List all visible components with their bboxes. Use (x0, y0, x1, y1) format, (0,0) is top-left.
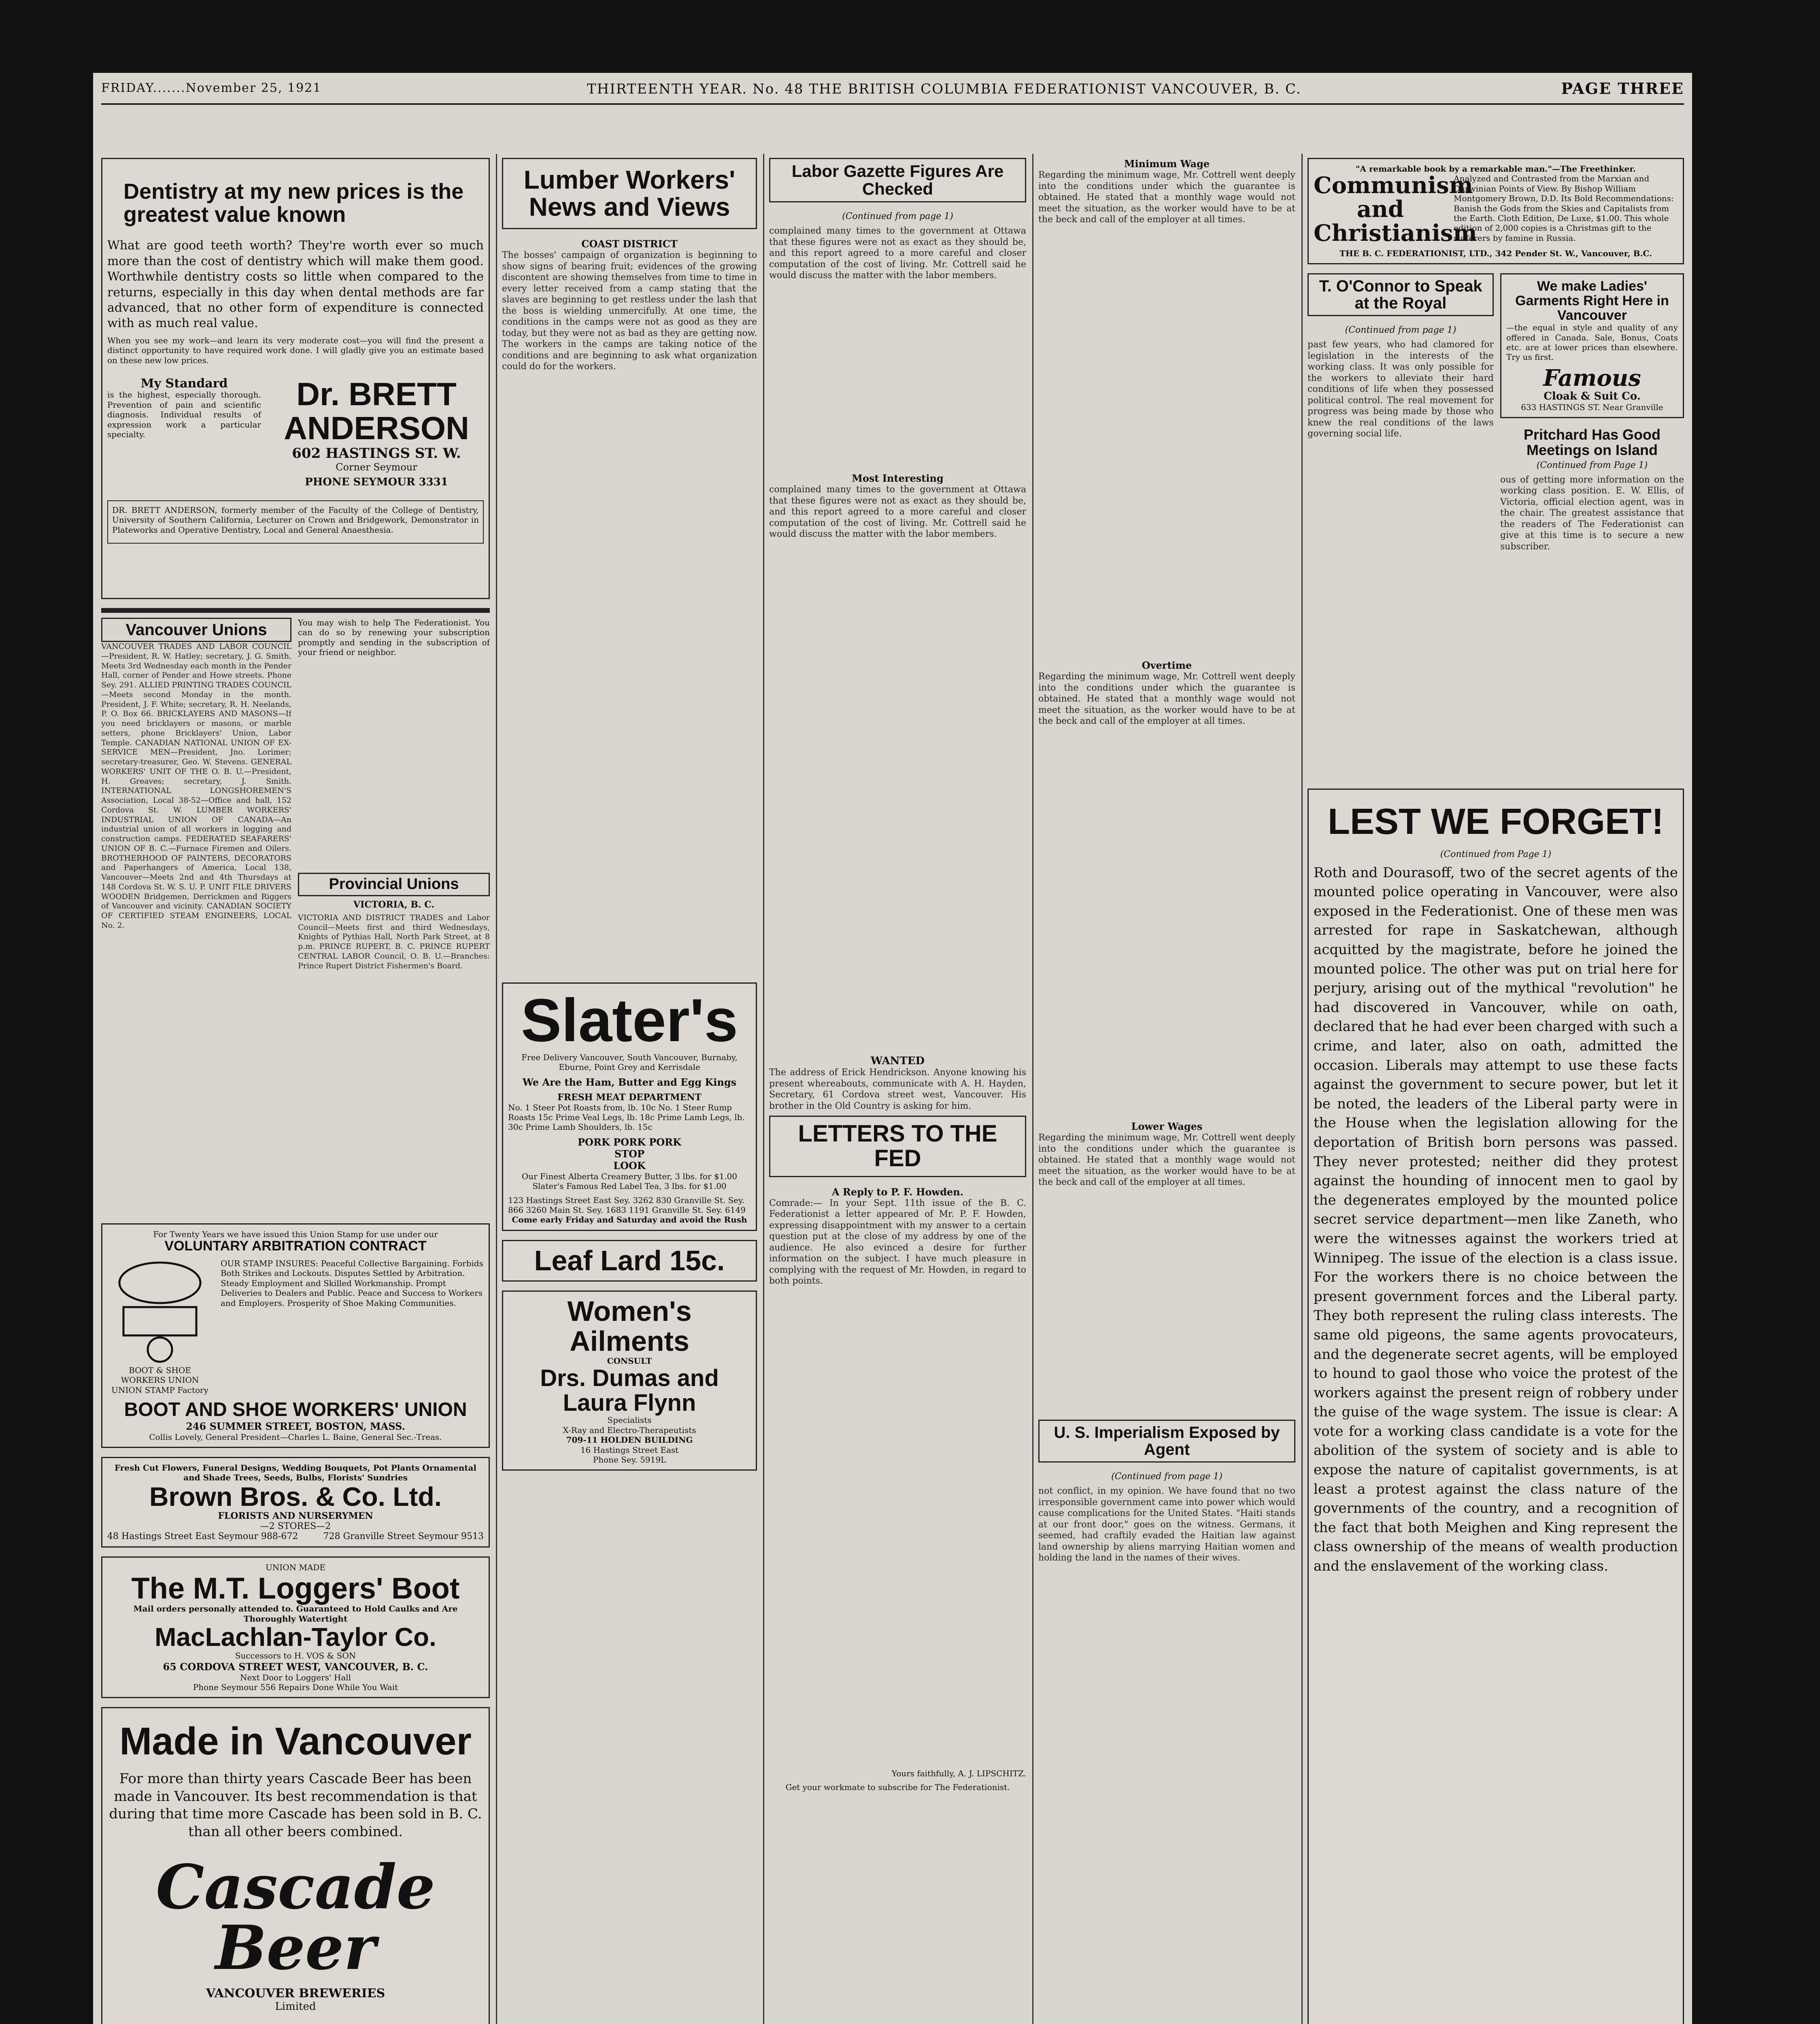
lest-we-forget (1308, 789, 1684, 2024)
slaters-sub: Free Delivery Vancouver, South Vancouver, Burnaby, Eburne, Point Grey and Kerrisdale (521, 1052, 738, 1072)
lard: Leaf Lard 15c. (534, 1244, 725, 1276)
getwork: Get your workmate to subscribe for The Federationist. (785, 1782, 1010, 1792)
most-interesting: Most Interesting (852, 472, 944, 485)
doctor-corner: Corner Seymour (336, 461, 417, 473)
made-text: For more than thirty years Cascade Beer has been made in Vancouver. Its best recommendation is that during that time more Cascade has been sold in B. C. than all other beers combined. (109, 1771, 482, 1840)
masthead (101, 81, 1684, 99)
cascade-ad (101, 1707, 490, 2024)
stop: STOP (614, 1148, 645, 1160)
lower-wages: Lower Wages (1131, 1120, 1203, 1132)
communism-ad (1308, 158, 1684, 264)
holden-phone: Phone Sey. 5919L (593, 1455, 666, 1465)
column-rule (1301, 154, 1303, 2024)
made-in-vancouver: Made in Vancouver (119, 1720, 472, 1763)
famous-addr: 633 HASTINGS ST. Near Granville (1521, 402, 1663, 412)
stamp-logo-text: BOOT & SHOE WORKERS UNION (121, 1365, 199, 1385)
provincial-unions-body: VICTORIA AND DISTRICT TRADES and Labor Council—Meets first and third Wednesdays, Knights of Pythias Hall, North Park Street, at 8 p.m. PRINCE RUPERT, B. C. PRINCE RUPERT CENTRAL LABOR Council, O. B. U.—Branches: Prince Rupert District Fishermen's Board. (298, 913, 490, 970)
vancouver-unions-body: VANCOUVER TRADES AND LABOR COUNCIL—President, R. W. Hatley; secretary, J. G. Smith. Meets 3rd Wednesday each month in the Pender Hall, corner of Pender and Howe streets. Phone Sey. 291. ALLIED PRINTING TRADES COUNCIL—Meets second Monday in the month. President, J. F. White; secretary, R. H. Neelands, P. O. Box 66. BRICKLAYERS AND MASONS—If you need bricklayers or masons, or marble setters, phone Bricklayers' Union, Labor Temple. CANADIAN NATIONAL UNION OF EX-SERVICE MEN—President, Jno. Lorimer; secretary-treasurer, Geo. W. Stevens. GENERAL WORKERS' UNIT OF THE O. B. U.—President, H. Greaves; secretary, J. Smith. INTERNATIONAL LONGSHOREMEN'S Association, Local 38-52—Office and hall, 152 Cordova St. W. LUMBER WORKERS' INDUSTRIAL UNION OF CANADA—An industrial union of all workers in logging and construction camps. FEDERATED SEAFARERS' UNION OF B. C.—Furnace Firemen and Oilers. BROTHERHOOD OF PAINTERS, DECORATORS and Paperhangers of America, Local 138, Vancouver—Meets 2nd and 4th Thursdays at 148 Cordova St. W. S. U. P. UNIT FILE DRIVERS WOODEN Bridgemen, Derrickmen and Riggers of Vancouver and vicinity. CANADIAN SOCIETY OF CERTIFIED STEAM ENGINEERS, LOCAL No. 2. (101, 642, 291, 930)
womens-ad (502, 1291, 757, 1471)
lard-ad (502, 1240, 757, 1282)
union-officers: Collis Lovely, General President—Charles L. Baine, General Sec.-Treas. (149, 1432, 442, 1442)
lest-head: LEST WE FORGET! (1328, 802, 1664, 842)
famous-name: Famous (1543, 364, 1641, 391)
stamp-logo-text-2: UNION STAMP Factory (111, 1385, 208, 1395)
mt-head: The M.T. Loggers' Boot (131, 1571, 460, 1605)
oconnor-head: T. O'Connor to Speak at the Royal (1319, 277, 1482, 313)
minimum-body: Regarding the minimum wage, Mr. Cottrell went deeply into the conditions under which the guarantee is obtained. He stated that a monthly wage would not meet the situation, as the worker would have to be at the beck and call of the employer at all times. (1038, 170, 1295, 225)
specialists: Specialists (607, 1415, 652, 1425)
pritchard-head: Pritchard Has Good Meetings on Island (1523, 426, 1661, 458)
us-body: not conflict, in my opinion. We have found that no two irresponsible government came into power which would cause complications for the United States. "Haiti stands at our front door," goes on the witness. Germans, it seemed, had craftily evaded the Haitian law against land ownership by aliens marrying Haitian women and holding the land in the names of their wives. (1038, 1486, 1295, 1563)
comm-head: Communism and Christianism (1314, 172, 1477, 247)
union-address: 246 SUMMER STREET, BOSTON, MASS. (186, 1420, 405, 1432)
comm-text: Analyzed and Contrasted from the Marxian and Darwinian Points of View. By Bishop William Montgomery Brown, D.D. Its Bold Recommendations: Banish the Gods from the Skies and Capitalists from the Earth. Cloth Edition, De Luxe, $1.00. This whole edition of 2,000 copies is a Christmas gift to the sufferers by famine in Russia. (1454, 174, 1674, 243)
signed: Yours faithfully, A. J. LIPSCHITZ. (891, 1768, 1026, 1778)
red-label: Slater's Famous Red Label Tea, 3 lbs. for $1.00 (532, 1181, 727, 1191)
reply: A Reply to P. F. Howden. (831, 1186, 964, 1198)
brown-intro: Fresh Cut Flowers, Funeral Designs, Wedding Bouquets, Pot Plants Ornamental and Shade Trees, Seeds, Bulbs, Florists' Sundries (114, 1463, 477, 1483)
column-rule (496, 154, 497, 2024)
pritchard-body: ous of getting more information on the working class position. E. W. Ellis, of Victoria, official election agent, was in the chair. The greatest assistance that the readers of The Federationist can give at this time is to secure a new subscriber. (1500, 474, 1684, 552)
oconnor-head-box (1308, 273, 1494, 316)
dentistry-title: Dentistry at my new prices is the greatest value known (123, 179, 464, 227)
vancouver-unions-head: Vancouver Unions (101, 618, 291, 642)
us-cont: (Continued from page 1) (1111, 1471, 1223, 1482)
stamp-intro: For Twenty Years we have issued this Union Stamp for use under our (153, 1229, 438, 1239)
minimum-wage: Minimum Wage (1124, 158, 1210, 170)
letter-body: Comrade:— In your Sept. 11th issue of the B. C. Federationist a letter appeared of Mr. P. F. Howden, expressing disappointment with my answer to a certain question put at the close of my address by one of the audience. He also evinced a desire for further information on the subject. I have much pleasure in complying with the request of Mr. Howden, in regard to both points. (769, 1198, 1026, 1286)
dentistry-ad (101, 158, 490, 599)
pork: PORK PORK PORK (578, 1136, 681, 1148)
brown-sub: FLORISTS AND NURSERYMEN (218, 1511, 373, 1522)
dentistry-body: What are good teeth worth? They're worth ever so much more than the cost of dentistry which will make them good. Worthwhile dentistry costs so little when compared to the returns, especially in this day when dental methods are far advanced, that no other form of expenditure is connected with as much real value. (107, 238, 484, 331)
provincial-unions-head: Provincial Unions (298, 873, 490, 896)
lower-body: Regarding the minimum wage, Mr. Cottrell went deeply into the conditions under which the guarantee is obtained. He stated that a monthly wage would not meet the situation, as the worker would have to be at the beck and call of the employer at all times. (1038, 1133, 1295, 1187)
masthead-page: PAGE THREE (1561, 79, 1684, 98)
meat-items: No. 1 Steer Pot Roasts from, lb. 10c No. 1 Steer Rump Roasts 15c Prime Veal Legs, lb. 18c Prime Lamb Legs, lb. 30c Prime Lamb Shoulders, lb. 15c (508, 1102, 745, 1132)
lumber-body: The bosses' campaign of organization is beginning to show signs of bearing fruit; evidences of the growing discontent are showing themselves from time to time in every letter received from a camp stating that the slaves are beginning to get restless under the lash that the boss is wielding unmercifully. At one time, the conditions in the camps were not as good as they are today, but they were not as bad as they are getting now. The workers in the camps are taking notice of the conditions and are beginning to ask what organization could do for the workers. (502, 250, 757, 372)
stamp-ensures: OUR STAMP INSURES: Peaceful Collective Bargaining. Forbids Both Strikes and Lockouts. Disputes Settled by Arbitration. Steady Employment and Skilled Workmanship. Prompt Deliveries to Dealers and Public. Peace and Success to Workers and Employers. Prosperity of Shoe Making Communities. (221, 1259, 483, 1308)
lumber-title: Lumber Workers' News and Views (523, 165, 736, 222)
union-name: BOOT AND SHOE WORKERS' UNION (124, 1399, 467, 1421)
vancouver-unions (101, 618, 291, 1217)
column-2 (502, 158, 757, 2024)
newspaper-page (93, 73, 1692, 2024)
overtime: Overtime (1142, 659, 1192, 671)
oconnor-body: past few years, who had clamored for legislation in the interests of the working class. It was only possible for the workers to alleviate their hard conditions of life when they possessed political control. The real movement for progress was being made by those who knew the real conditions of the laws governing social life. (1308, 340, 1494, 439)
us-head: U. S. Imperialism Exposed by Agent (1054, 1424, 1280, 1458)
lest-body: Roth and Dourasoff, two of the secret agents of the mounted police operating in Vancouver, were also exposed in the Federationist. One of these men was arrested for rape in Saskatchewan, although acquitted by the magistrate, before he joined the mounted police. The other was put on trial here for perjury, arising out of the mythical "revolution" he had discovered in Vancouver, while on oath, declared that he had ever been charged with such a crime, and later, also on oath, admitted the occasion. Liberals may attempt to use these facts against the government to secure power, but let it be noted, the leaders of the Liberal party were in the House when the legislation allowing for the deportation of British born persons was passed. They never protested; neither did they protest against the hounding of innocent men to gaol by the degenerates employed by the mounted police secret service department—men like Zaneth, who were the witnesses against the workers tried at Winnipeg. The issue of the election is a class issue. For the workers there is no choice between the present government forces and the Liberal party. They both represent the ruling class interests. The same old pigeons, the same agents provocateurs, and the degenerate secret agents, will be employed to hound to gaol those who voice the protest of the workers against the present reign of robbery under the guise of the wage system. The issue is clear: A vote for a working class candidate is a vote for the abolition of the system of society and is able to expose the nature of capitalist governments, is at least a protest against the class nature of the governments of the country, and a recognition of the fact that both Meighen and King represent the class ownership of the means of wealth production and the enslavement of the working class. (1314, 864, 1678, 1575)
doctor-phone: PHONE SEYMOUR 3331 (305, 476, 448, 488)
lumber-header-box (502, 158, 757, 229)
slaters-addresses: 123 Hastings Street East Sey. 3262 830 Granville St. Sey. 866 3260 Main St. Sey. 1683 1191 Granville St. Sey. 6149 (508, 1195, 746, 1215)
mt-company: MacLachlan-Taylor Co. (155, 1622, 436, 1652)
letters-title: LETTERS TO THE FED (798, 1120, 997, 1172)
column-rule (1032, 154, 1033, 2024)
slaters-name: Slater's (521, 986, 738, 1055)
famous-head: We make Ladies' Garments Right Here in Vancouver (1515, 279, 1669, 323)
dentistry-body-2: When you see my work—and learn its very moderate cost—you will find the present a distinct opportunity to have required work done. I will gladly give you an estimate based on these new low prices. (107, 335, 484, 365)
labor-cont: (Continued from page 1) (842, 211, 953, 222)
divider (101, 608, 490, 613)
brown-bros-ad (101, 1457, 490, 1548)
rush: Come early Friday and Saturday and avoid the Rush (512, 1215, 747, 1225)
slaters-ad (502, 982, 757, 1231)
labor-body-2: complained many times to the government at Ottawa that these figures were not as exact as they should be, and this report agreed to a more careful and closer computation of the cost of living. Mr. Cottrell said he would discuss the matter with the labor members. (769, 485, 1026, 540)
doctor-name: Dr. BRETT ANDERSON (284, 376, 469, 446)
comm-intro: "A remarkable book by a remarkable man."—The Freethinker. (1355, 164, 1636, 174)
brown-name: Brown Bros. & Co. Ltd. (149, 1481, 442, 1512)
slaters-line: We Are the Ham, Butter and Egg Kings (522, 1076, 737, 1088)
stamp-head: VOLUNTARY ARBITRATION CONTRACT (164, 1238, 427, 1254)
masthead-title: THIRTEENTH YEAR. No. 48 THE BRITISH COLUMBIA FEDERATIONIST VANCOUVER, B. C. (587, 81, 1301, 97)
look: LOOK (613, 1159, 646, 1171)
limited: Limited (275, 2001, 316, 2013)
doctor-bio: DR. BRETT ANDERSON, formerly member of the Faculty of the College of Dentistry, University of Southern California, Lecturer on Crown and Bridgework, Demonstrator in Plateworks and Operative Dentistry, Local and General Anaesthesia. (112, 505, 479, 535)
coast-district: COAST DISTRICT (581, 238, 678, 250)
column-3 (769, 158, 1026, 2024)
brown-stores: —2 STORES—2 (260, 1521, 331, 1532)
column-rule (763, 154, 764, 2024)
standard-text: is the highest, especially thorough. Prevention of pain and scientific diagnosis. Individual results of expression work a particular specialty. (107, 390, 261, 439)
column-1 (101, 158, 490, 2024)
brown-address-left: 48 Hastings Street East Seymour 988-672 (107, 1531, 298, 1542)
column-4 (1038, 158, 1295, 2024)
masthead-rule (101, 103, 1684, 105)
labor-gazette-head: Labor Gazette Figures Are Checked (791, 162, 1004, 199)
famous-body: —the equal in style and quality of any offered in Canada. Sale, Bonus, Coats etc. are at lower prices than elsewhere. Try us first. (1506, 323, 1678, 362)
oconnor-cont: (Continued from page 1) (1345, 325, 1456, 336)
xray: X-Ray and Electro-Therapeutists (563, 1425, 696, 1435)
mt-union: UNION MADE (265, 1563, 326, 1573)
pritchard-cont: (Continued from Page 1) (1536, 460, 1648, 470)
column-5 (1308, 158, 1684, 2024)
butter: Our Finest Alberta Creamery Butter, 3 lbs. for $1.00 (521, 1171, 738, 1181)
letters-box (769, 1116, 1026, 1177)
wanted: WANTED (870, 1055, 925, 1067)
mt-address: 65 CORDOVA STREET WEST, VANCOUVER, B. C. (163, 1660, 428, 1673)
labor-gazette-head-box (769, 158, 1026, 202)
womens: Women's Ailments (567, 1295, 692, 1357)
meat-dept: FRESH MEAT DEPARTMENT (557, 1092, 702, 1103)
cascade-logo: Cascade Beer (156, 1852, 435, 1984)
mt-phone: Phone Seymour 556 Repairs Done While You Wait (193, 1682, 398, 1692)
famous-store: Cloak & Suit Co. (1544, 390, 1641, 402)
lest-cont: (Continued from Page 1) (1440, 849, 1552, 859)
victoria-head: VICTORIA, B. C. (353, 899, 435, 910)
doctors: Drs. Dumas and Laura Flynn (540, 1365, 719, 1416)
boot-shoe-ad (101, 1223, 490, 1448)
brown-address-right: 728 Granville Street Seymour 9513 (323, 1531, 484, 1542)
doctor-address: 602 HASTINGS ST. W. (292, 445, 461, 461)
consult: CONSULT (607, 1356, 652, 1366)
us-head-box (1038, 1420, 1295, 1463)
mt-successors: Successors to H. VOS & SON (235, 1651, 356, 1661)
standard-head: My Standard (140, 376, 228, 391)
famous-ad (1500, 273, 1684, 418)
col2-lead-text: You may wish to help The Federationist. You can do so by renewing your subscription promptly and sending in the subscription of your friend or neighbor. (298, 618, 490, 657)
holden-addr: 16 Hastings Street East (580, 1445, 679, 1455)
labor-body: complained many times to the government at Ottawa that these figures were not as exact as they should be, and this report agreed to a more careful and closer computation of the cost of living. Mr. Cottrell said he would discuss the matter with the labor members. (769, 226, 1026, 281)
union-stamp-logo (107, 1259, 213, 1395)
masthead-date: FRIDAY.......November 25, 1921 (101, 81, 322, 95)
holden: 709-11 HOLDEN BUILDING (566, 1435, 693, 1445)
wanted-text: The address of Erick Hendrickson. Anyone knowing his present whereabouts, communicate with A. H. Hayden, Secretary, 61 Cordova street west, Vancouver. His brother in the Old Country is asking for him. (769, 1067, 1026, 1111)
mt-boot-ad (101, 1556, 490, 1698)
breweries: VANCOUVER BREWERIES (206, 1986, 385, 2001)
comm-pub: THE B. C. FEDERATIONIST, LTD., 342 Pender St. W., Vancouver, B.C. (1339, 248, 1652, 258)
mt-text: Mail orders personally attended to. Guaranteed to Hold Caulks and Are Thoroughly Watertight (133, 1604, 458, 1624)
overtime-body: Regarding the minimum wage, Mr. Cottrell went deeply into the conditions under which the guarantee is obtained. He stated that a monthly wage would not meet the situation, as the worker would have to be at the beck and call of the employer at all times. (1038, 672, 1295, 726)
mt-next: Next Door to Loggers' Hall (240, 1672, 351, 1682)
